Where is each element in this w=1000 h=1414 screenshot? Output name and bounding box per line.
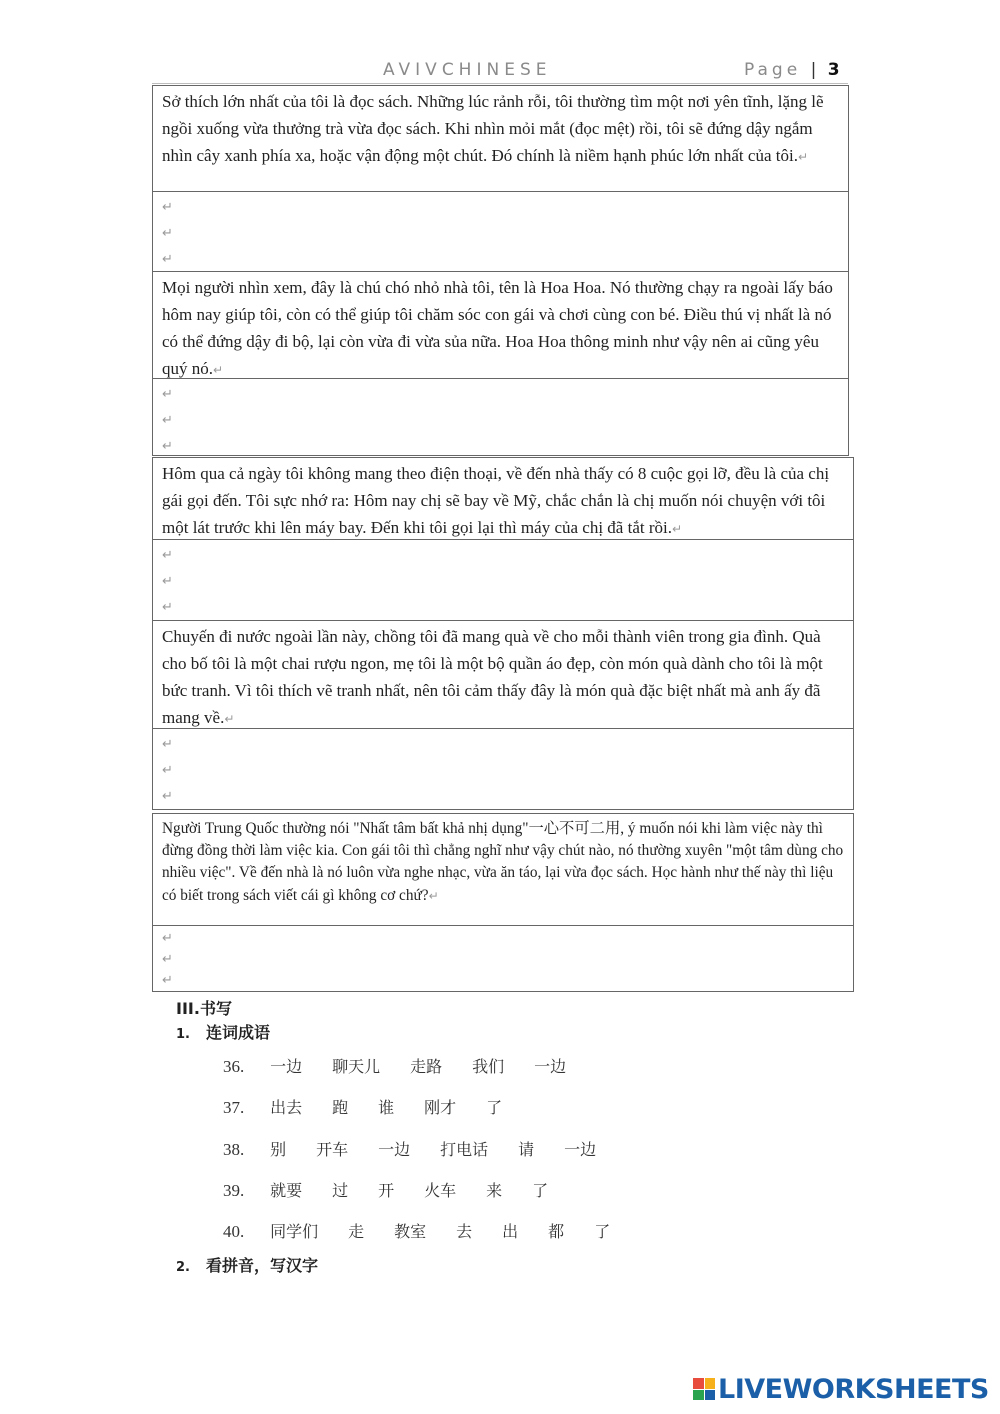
blank-line: ↵ [162,548,173,563]
return-mark: ↵ [224,712,235,726]
word-chip: 走路 [410,1057,443,1076]
header-page [744,60,840,80]
logo-square [705,1390,716,1401]
word-chip: 火车 [424,1181,457,1200]
translation-table-3 [152,813,854,992]
word-chip: 一边 [378,1140,411,1159]
word-chip: 教室 [394,1222,427,1241]
blank-line: ↵ [162,387,173,402]
exercise-number: 40. [223,1222,245,1241]
word-chip: 开 [378,1181,395,1200]
return-mark: ↵ [428,888,439,903]
exercise-36 [223,1054,596,1077]
word-chip: 请 [518,1140,535,1159]
passage-2 [153,272,848,379]
passage-text: Hôm qua cả ngày tôi không mang theo điện thoại, về đến nhà thấy có 8 cuộc gọi lỡ, đều là của chị gái gọi đến. Tôi sực nhớ ra: Hôm nay chị sẽ bay về Mỹ, chắc chắn là chị muốn nói chuyện với tôi một lát trước khi lên máy bay. Đến khi tôi gọi lại thì máy của chị đã tắt rồi. [162,464,830,537]
blank-line: ↵ [162,413,173,428]
blank-line: ↵ [162,789,173,804]
logo-text: LIVEWORKSHEETS [718,1373,989,1405]
passage-text: Người Trung Quốc thường nói "Nhất tâm bất khả nhị dụng"一心不可二用, ý muốn nói khi làm việc này thì đừng đồng thời làm việc kia. Con gái tôi thì chẳng nghĩ như vậy chút nào, nó thường xuyên "một tâm dùng cho nhiều việc". Về đến nhà là nó luôn vừa nghe nhạc, vừa ăn táo, lại vừa đọc sách. Học hành như thế này thì liệu có biết trong sách viết cái gì không cơ chứ? [162,820,844,904]
word-chip: 打电话 [440,1140,489,1159]
header-rule [152,83,848,84]
liveworksheets-logo[interactable] [693,1374,989,1404]
word-chip: 一边 [564,1140,597,1159]
page-separator: | [810,60,819,80]
exercise-number: 36. [223,1057,245,1076]
exercise-39 [223,1178,578,1201]
page-label: Page [744,60,802,80]
word-chip: 刚才 [424,1098,457,1117]
word-chip: 谁 [378,1098,395,1117]
word-chip: 聊天儿 [332,1057,381,1076]
blank-line: ↵ [162,226,173,241]
answer-area-3[interactable] [153,540,853,621]
blank-line: ↵ [162,973,173,988]
word-chip: 我们 [472,1057,505,1076]
exercise-number: 38. [223,1140,245,1159]
passage-1 [153,86,848,192]
word-chip: 跑 [332,1098,349,1117]
exercise-38 [223,1137,626,1160]
subsection-2 [176,1253,318,1276]
word-chip: 出去 [270,1098,303,1117]
answer-area-1[interactable] [153,192,848,272]
word-chip: 来 [486,1181,503,1200]
return-mark: ↵ [671,522,683,536]
page-number: 3 [827,60,840,80]
word-chip: 同学们 [270,1222,319,1241]
subsection-title: 连词成语 [206,1023,271,1042]
blank-line: ↵ [162,952,173,967]
subsection-number: 2. [176,1260,190,1275]
exercise-40 [223,1219,640,1242]
blank-line: ↵ [162,737,173,752]
logo-icon [693,1378,715,1400]
blank-line: ↵ [162,931,173,946]
word-chip: 过 [332,1181,349,1200]
passage-text: Sở thích lớn nhất của tôi là đọc sách. Những lúc rảnh rỗi, tôi thường tìm một nơi yên tĩnh, lặng lẽ ngồi xuống vừa thưởng trà vừa đọc sách. Khi nhìn mỏi mắt (đọc mệt) rồi, tôi sẽ đứng dậy ngắm nhìn cây xanh phía xa, hoặc vận động một chút. Đó chính là niềm hạnh phúc lớn nhất của tôi. [162,92,824,165]
translation-table-2 [152,457,854,810]
word-chip: 一边 [534,1057,567,1076]
blank-line: ↵ [162,574,173,589]
exercise-37 [223,1095,532,1118]
blank-line: ↵ [162,600,173,615]
return-mark: ↵ [797,150,809,164]
word-chip: 了 [594,1222,611,1241]
word-chip: 出 [502,1222,519,1241]
word-chip: 就要 [270,1181,303,1200]
subsection-1 [176,1020,270,1043]
logo-square [693,1378,704,1389]
blank-line: ↵ [162,763,173,778]
subsection-number: 1. [176,1027,190,1042]
exercise-number: 37. [223,1098,245,1117]
word-chip: 都 [548,1222,565,1241]
section-title: III.书写 [176,999,232,1018]
answer-area-2[interactable] [153,379,848,455]
word-chip: 开车 [316,1140,349,1159]
word-chip: 了 [486,1098,503,1117]
return-mark: ↵ [213,363,224,377]
passage-5 [153,814,853,926]
blank-line: ↵ [162,200,173,215]
word-chip: 去 [456,1222,473,1241]
blank-line: ↵ [162,439,173,454]
passage-text: Mọi người nhìn xem, đây là chú chó nhỏ nhà tôi, tên là Hoa Hoa. Nó thường chạy ra ngoài lấy báo hôm nay giúp tôi, còn có thể giúp tôi chăm sóc con gái và chơi cùng con bé. Điều thú vị nhất là nó có thể đứng dậy đi bộ, lại còn vừa đi vừa sủa nữa. Hoa Hoa thông minh như vậy nên ai cũng yêu quý nó. [162,278,833,378]
logo-square [705,1378,716,1389]
blank-line: ↵ [162,252,173,267]
passage-text: Chuyến đi nước ngoài lần này, chồng tôi đã mang quà về cho mỗi thành viên trong gia đình. Quà cho bố tôi là một chai rượu ngon, mẹ tôi là một bộ quần áo đẹp, còn món quà dành cho tôi là một bức tranh. Vì tôi thích vẽ tranh nhất, nên tôi cảm thấy đây là món quà đặc biệt nhất mà anh ấy đã mang về. [162,627,823,727]
logo-square [693,1390,704,1401]
answer-area-4[interactable] [153,729,853,809]
translation-table-1 [152,85,849,456]
word-chip: 一边 [270,1057,303,1076]
subsection-title: 看拼音，写汉字 [206,1256,319,1275]
answer-area-5[interactable] [153,926,853,991]
passage-4 [153,621,853,729]
word-chip: 别 [270,1140,287,1159]
passage-3 [153,458,853,540]
word-chip: 了 [532,1181,549,1200]
exercise-number: 39. [223,1181,245,1200]
word-chip: 走 [348,1222,365,1241]
header-brand: AVIVCHINESE [383,60,552,80]
